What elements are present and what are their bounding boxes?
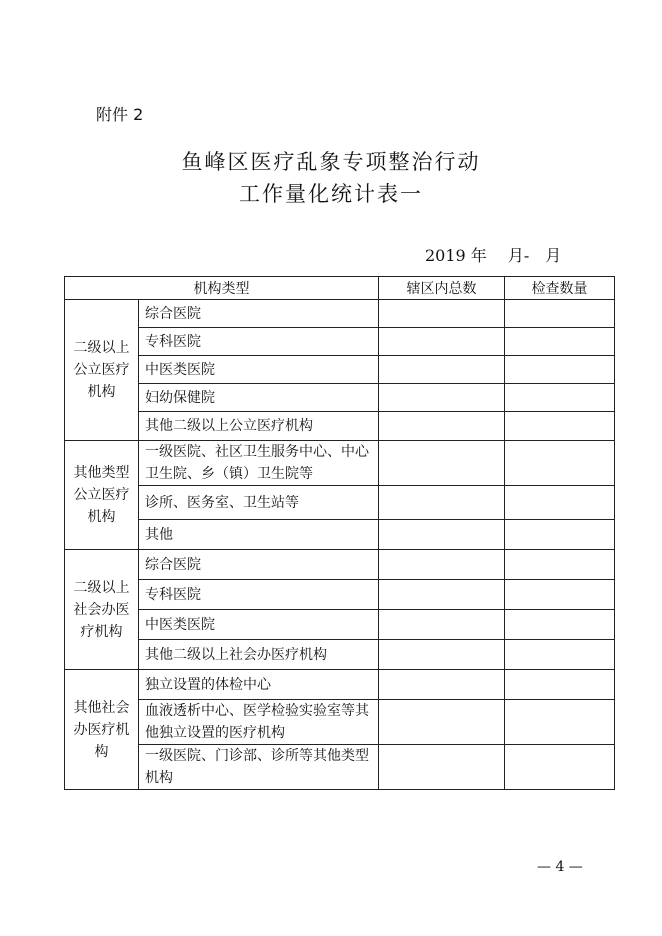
inspected-cell[interactable] — [505, 520, 615, 550]
item-cell: 综合医院 — [139, 550, 379, 580]
table-row — [65, 384, 615, 412]
total-cell[interactable] — [379, 412, 505, 441]
item-cell: 其他二级以上社会办医疗机构 — [139, 640, 379, 670]
table-row — [65, 441, 615, 486]
inspected-cell[interactable] — [505, 550, 615, 580]
inspected-cell[interactable] — [505, 300, 615, 328]
item-cell: 一级医院、门诊部、诊所等其他类型机构 — [139, 745, 379, 790]
inspected-cell[interactable] — [505, 356, 615, 384]
total-cell[interactable] — [379, 328, 505, 356]
inspected-cell[interactable] — [505, 745, 615, 790]
total-cell[interactable] — [379, 580, 505, 610]
table-row — [65, 328, 615, 356]
item-cell: 一级医院、社区卫生服务中心、中心卫生院、乡（镇）卫生院等 — [139, 441, 379, 486]
inspected-cell[interactable] — [505, 580, 615, 610]
total-cell[interactable] — [379, 610, 505, 640]
inspected-cell[interactable] — [505, 486, 615, 520]
total-cell[interactable] — [379, 700, 505, 745]
table-row — [65, 640, 615, 670]
item-cell: 其他 — [139, 520, 379, 550]
item-cell: 诊所、医务室、卫生站等 — [139, 486, 379, 520]
document-title: 鱼峰区医疗乱象专项整治行动 — [181, 150, 481, 174]
total-cell[interactable] — [379, 356, 505, 384]
category-cell: 二级以上社会办医疗机构 — [65, 550, 139, 670]
item-cell: 血液透析中心、医学检验实验室等其他独立设置的医疗机构 — [139, 700, 379, 745]
total-cell[interactable] — [379, 486, 505, 520]
inspected-cell[interactable] — [505, 412, 615, 441]
header-total-count: 辖区内总数 — [379, 277, 505, 300]
table-row — [65, 610, 615, 640]
item-cell: 专科医院 — [139, 580, 379, 610]
total-cell[interactable] — [379, 300, 505, 328]
total-cell[interactable] — [379, 520, 505, 550]
total-cell[interactable] — [379, 670, 505, 700]
table-row — [65, 520, 615, 550]
category-cell: 其他社会办医疗机构 — [65, 670, 139, 790]
statistics-table — [64, 276, 615, 790]
item-cell: 专科医院 — [139, 328, 379, 356]
inspected-cell[interactable] — [505, 670, 615, 700]
table-row — [65, 580, 615, 610]
item-cell: 其他二级以上公立医疗机构 — [139, 412, 379, 441]
total-cell[interactable] — [379, 384, 505, 412]
item-cell: 中医类医院 — [139, 610, 379, 640]
inspected-cell[interactable] — [505, 610, 615, 640]
table-header-row — [65, 277, 615, 300]
table-row — [65, 700, 615, 745]
table-row — [65, 670, 615, 700]
table-row — [65, 486, 615, 520]
attachment-label: 附件 2 — [96, 105, 144, 124]
inspected-cell[interactable] — [505, 441, 615, 486]
total-cell[interactable] — [379, 640, 505, 670]
inspected-cell[interactable] — [505, 328, 615, 356]
total-cell[interactable] — [379, 441, 505, 486]
table-row — [65, 356, 615, 384]
table-row — [65, 745, 615, 790]
category-cell: 其他类型公立医疗机构 — [65, 441, 139, 550]
date-line: 2019 年 月- 月 — [425, 246, 562, 265]
inspected-cell[interactable] — [505, 700, 615, 745]
inspected-cell[interactable] — [505, 640, 615, 670]
page-number: — 4 — — [537, 859, 583, 875]
item-cell: 综合医院 — [139, 300, 379, 328]
table-row — [65, 300, 615, 328]
category-cell: 二级以上公立医疗机构 — [65, 300, 139, 441]
item-cell: 中医类医院 — [139, 356, 379, 384]
item-cell: 独立设置的体检中心 — [139, 670, 379, 700]
total-cell[interactable] — [379, 550, 505, 580]
header-institution-type: 机构类型 — [65, 277, 379, 300]
total-cell[interactable] — [379, 745, 505, 790]
inspected-cell[interactable] — [505, 384, 615, 412]
table-row — [65, 412, 615, 441]
item-cell: 妇幼保健院 — [139, 384, 379, 412]
header-inspected-count: 检查数量 — [505, 277, 615, 300]
document-subtitle: 工作量化统计表一 — [239, 182, 423, 206]
table-row — [65, 550, 615, 580]
